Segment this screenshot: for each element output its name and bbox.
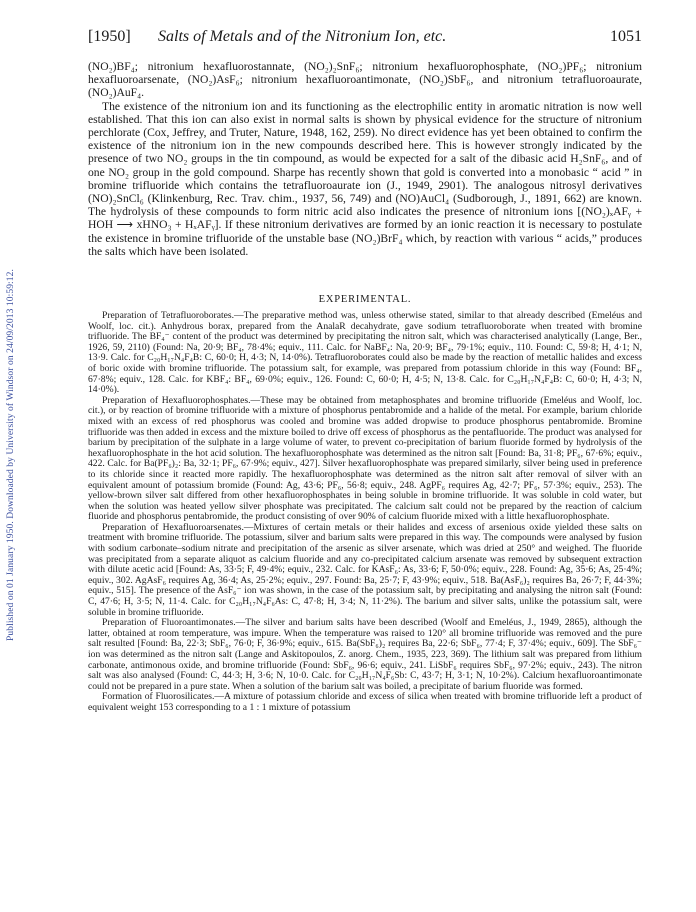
running-header <box>88 28 642 50</box>
discussion-paragraph: The existence of the nitronium ion and its functioning as the electrophilic entity in aromatic nitration is now well established. That this ion can also exist in normal salts is shown by physical evidence for the structure of nitronium perchlorate (Cox, Jeffrey, and Truter, Nature, 1948, 162, 259). No direct evidence has yet been obtained to confirm the existence of the nitronium ion in the new compounds described here. This is however strongly indicated by the presence of two NO₂ groups in the tin compound, as would be expected for a salt of the dibasic acid H₂SnF₆, and of one NO₂ group in the gold compound. Sharpe has recently shown that gold is converted into a monobasic “ acid ” in bromine trifluoride which contains the tetrafluoroaurate ion (J., 1949, 2901). The analogous nitrosyl derivatives (NO)₂SnCl₆ (Klinkenburg, Rec. Trav. chim., 1937, 56, 749) and (NO)AuCl₄ (Sudborough, J., 1891, 662) are known. The hydrolysis of these compounds to form nitric acid also indicates the presence of nitronium ions [(NO₂)ₓAFᵧ + HOH ⟶ xHNO₃ + HₓAFᵧ]. If these nitronium derivatives are formed by an ionic reaction it is necessary to postulate the existence in bromine trifluoride of the unstable base (NO₂)BrF₄ which, by reaction with various “ acids,” produces the salts which have been isolated. <box>88 99 642 258</box>
header-title: Salts of Metals and of the Nitronium Ion, etc. <box>158 28 447 45</box>
section-heading-experimental: EXPERIMENTAL. <box>318 294 412 305</box>
intro-text <box>88 60 642 258</box>
compound-list-paragraph: (NO₂)BF₄; nitronium hexafluorostannate, (NO₂)₂SnF₆; nitronium hexafluorophosphate, (NO₂)PF₆; nitronium hexafluoroarsenate, (NO₂)AsF₆; nitronium hexafluoroantimonate, (NO₂)SbF₆, and nitronium tetrafluoroaurate, (NO₂)AuF₄. <box>88 60 642 100</box>
paragraph-fluorosilicates: Formation of Fluorosilicates.—A mixture of potassium chloride and excess of silica when treated with bromine trifluoride left a product of equivalent weight 153 corresponding to a 1 : 1 mixture of potassium <box>88 691 642 713</box>
paragraph-tetrafluoroborates: Preparation of Tetrafluoroborates.—The preparative method was, unless otherwise stated, similar to that already described (Emeléus and Woolf, loc. cit.). Anhydrous borax, prepared from the AnalaR decahydrate, gave sodium tetrafluoroborate when treated with bromine trifluoride. The BF₄⁻ content of the product was determined by precipitating the nitron salt, which was characterised analytically (Lange, Ber., 1926, 59, 2110) (Found: Na, 20·9; BF₄, 78·4%; equiv., 111. Calc. for NaBF₄: Na, 20·9; BF₄, 79·1%; equiv., 110. Found: C, 59·8; H, 4·1; N, 13·9. Calc. for C₂₀H₁₇N₄F₄B: C, 60·0; H, 4·3; N, 14·0%). Tetrafluoroborates could also be made by the reaction of metallic halides and excess of boric oxide with bromine trifluoride. The potassium salt, for example, was prepared from potassium chloride in this way (Found: BF₄, 67·8%; equiv., 128. Calc. for KBF₄: BF₄, 69·0%; equiv., 126. Found: C, 60·0; H, 4·5; N, 13·8. Calc. for C₂₀H₁₇N₄F₄B: C, 60·0; H, 4·3; N, 14·0%). <box>88 310 642 396</box>
download-watermark: Published on 01 January 1950. Downloaded by University of Windsor on 24/09/2013 10:59:12. <box>6 269 16 641</box>
page-number: 1051 <box>610 28 642 45</box>
experimental-text <box>88 311 642 714</box>
paragraph-hexafluorophosphates: Preparation of Hexafluorophosphates.—These may be obtained from metaphosphates and bromine trifluoride (Emeléus and Woolf, loc. cit.), or by reaction of bromine trifluoride with a mixture of phosphorus pentabromide and a halide of the metal. For example, barium chloride mixed with an excess of red phosphorus was cooled and bromine was added dropwise to produce phosphorus pentabromide. Bromine trifluoride was then added in excess and the mixture boiled to drive off excess of phosphorus as the pentafluoride. The product was analysed for barium by precipitation of the sulphate in a large volume of water, to prevent co-precipitation of barium fluoride formed by hydrolysis of the hexafluorophosphate in the hot acid solution. The hexafluorophosphate was determined as the nitron salt [Found: Ba, 31·8; PF₆, 67·6%; equiv., 422. Calc. for Ba(PF₆)₂: Ba, 32·1; PF₆, 67·9%; equiv., 427]. Silver hexafluorophosphate was prepared similarly, silver being used in preference to its chloride since it reacted more rapidly. The hexafluorophosphate was determined as the nitron salt after removal of silver with an equivalent amount of potassium bromide (Found: Ag, 43·6; PF₆, 56·8; equiv., 248. AgPF₆ requires Ag, 42·7; PF₆, 57·3%; equiv., 253). The yellow-brown silver salt differed from other hexafluorophosphates in being soluble in bromine trifluoride. It was soluble in cold water, but when the solution was heated yellow silver phosphate was precipitated. The calcium salt could not be prepared by the reaction of calcium fluoride and phosphorus pentabromide, the product consisting of over 90% of calcium fluoride mixed with a little hexafluorophosphate. <box>88 394 642 523</box>
header-year: [1950] <box>88 28 131 45</box>
paragraph-fluoroantimonates: Preparation of Fluoroantimonates.—The silver and barium salts have been described (Woolf and Emeléus, J., 1949, 2865), although the latter, obtained at room temperature, was impure. When the temperature was raised to 120° all bromine trifluoride was removed and the pure salt resulted [Found: Ba, 22·3; SbF₆, 76·0; F, 36·9%; equiv., 615. Ba(SbF₆)₂ requires Ba, 22·6; SbF₆, 77·4; F, 37·4%; equiv., 609]. The SbF₆⁻ ion was determined as the nitron salt (Lange and Askitopoulos, Z. anorg. Chem., 1935, 223, 369). The lithium salt was prepared from lithium carbonate, antimonous oxide, and bromine trifluoride (Found: SbF₆, 96·6; equiv., 241. LiSbF₆ requires SbF₆, 97·2%; equiv., 243). The nitron salt was also analysed (Found: C, 44·3; H, 3·6; N, 10·0. Calc. for C₂₀H₁₇N₄F₆Sb: C, 43·7; H, 3·1; N, 10·2%). Calcium hexafluoroantimonate could not be prepared in a pure state. When a solution of the barium salt was boiled, a precipitate of barium fluoride was formed. <box>88 617 642 692</box>
paragraph-hexafluoroarsenates: Preparation of Hexafluoroarsenates.—Mixtures of certain metals or their halides and excess of arsenious oxide yielded these salts on treatment with bromine trifluoride. The potassium, silver and barium salts were prepared in this way. The compounds were analysed by fusion with sodium carbonate–sodium nitrate and precipitation of the arsenic as silver arsenate, which was dried at 250° and weighed. The fluoride was precipitated from a separate aliquot as calcium fluoride and any co-precipitated calcium arsenate was removed by subsequent extraction with dilute acetic acid [Found: As, 33·5; F, 49·4%; equiv., 232. Calc. for KAsF₆: As, 33·6; F, 50·0%; equiv., 228. Found: Ag, 35·6; As, 25·4%; equiv., 302. AgAsF₆ requires Ag, 36·4; As, 25·2%; equiv., 297. Found: Ba, 25·7; F, 43·9%; equiv., 518. Ba(AsF₆)₂ requires Ba, 26·7; F, 44·3%; equiv., 515]. The presence of the AsF₆⁻ ion was shown, in the case of the potassium salt, by precipitating and analysing the nitron salt (Found: C, 47·6; H, 3·5; N, 11·4. Calc. for C₂₀H₁₇N₄F₆As: C, 47·8; H, 3·4; N, 11·2%). The barium and silver salts, unlike the potassium salt, were soluble in bromine trifluoride. <box>88 521 642 618</box>
